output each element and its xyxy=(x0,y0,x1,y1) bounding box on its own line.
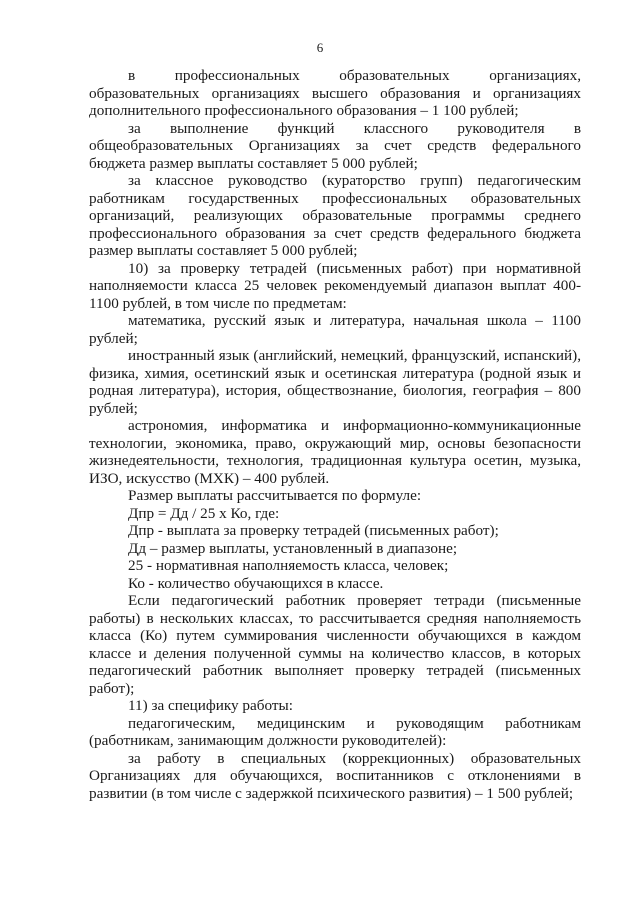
paragraph-special-orgs: за работу в специальных (коррекционных) образовательных Организациях для обучающихся, воспитанников с отклонениями в развитии (в том числе с задержкой психического развития) – 1 500 рублей; xyxy=(89,749,581,802)
paragraph-work-specifics: 11) за специфику работы: xyxy=(128,697,293,714)
page-number: 6 xyxy=(316,40,324,55)
paragraph-formula-dpr: Дпр - выплата за проверку тетрадей (письменных работ); xyxy=(128,522,499,539)
paragraph-staff-categories: педагогическим, медицинским и руководящим работникам (работникам, занимающим должности руководителей): xyxy=(89,714,581,749)
paragraph-subjects-1100: математика, русский язык и литература, начальная школа – 1100 рублей; xyxy=(89,312,581,347)
paragraph-subjects-400: астрономия, информатика и информационно-коммуникационные технологии, экономика, право, окружающий мир, основы безопасности жизнедеятельности, технология, традиционная культура осетин, музыка, ИЗО, искусство (МХК) – 400 рублей. xyxy=(89,417,581,487)
paragraph-formula-dd: Дд – размер выплаты, установленный в диапазоне; xyxy=(128,539,458,557)
paragraph-formula-ko: Ко - количество обучающихся в классе. xyxy=(128,574,384,592)
paragraph-formula-intro: Размер выплаты рассчитывается по формуле: xyxy=(128,487,422,504)
paragraph-class-teacher-payment: за выполнение функций классного руководителя в общеобразовательных Организациях за счет средств федерального бюджета размер выплаты составляет 5 000 рублей; xyxy=(89,119,581,172)
paragraph-formula-25: 25 - нормативная наполняемость класса, человек; xyxy=(128,557,449,574)
paragraph-curatorship-payment: за классное руководство (кураторство групп) педагогическим работникам государственных профессиональных образовательных организаций, реализующих образовательные программы среднего профессионального образования за счет средств федерального бюджета размер выплаты составляет 5 000 рублей; xyxy=(89,172,581,259)
paragraph-subjects-800: иностранный язык (английский, немецкий, французский, испанский), физика, химия, осетинский язык и осетинская литература (родной язык и родная литература), история, обществознание, биология, география – 800 рублей; xyxy=(89,347,581,417)
paragraph-vocational-orgs: в профессиональных образовательных организациях, образовательных организациях высшего образования и организациях дополнительного профессионального образования – 1 100 рублей; xyxy=(89,67,581,119)
paragraph-multiple-classes: Если педагогический работник проверяет тетради (письменные работы) в нескольких классах, то рассчитывается средняя наполняемость класса (Ко) путем суммирования численности обучающихся в каждом классе и деления полученной суммы на количество классов, в которых педагогический работник выполняет проверку тетрадей (письменных работ); xyxy=(89,592,581,697)
paragraph-notebook-check-range: 10) за проверку тетрадей (письменных работ) при нормативной наполняемости класса 25 человек рекомендуемый диапазон выплат 400-1100 рублей, в том числе по предметам: xyxy=(89,259,581,312)
document-body xyxy=(89,67,581,802)
paragraph-formula: Дпр = Дд / 25 x Ко, где: xyxy=(128,504,280,522)
